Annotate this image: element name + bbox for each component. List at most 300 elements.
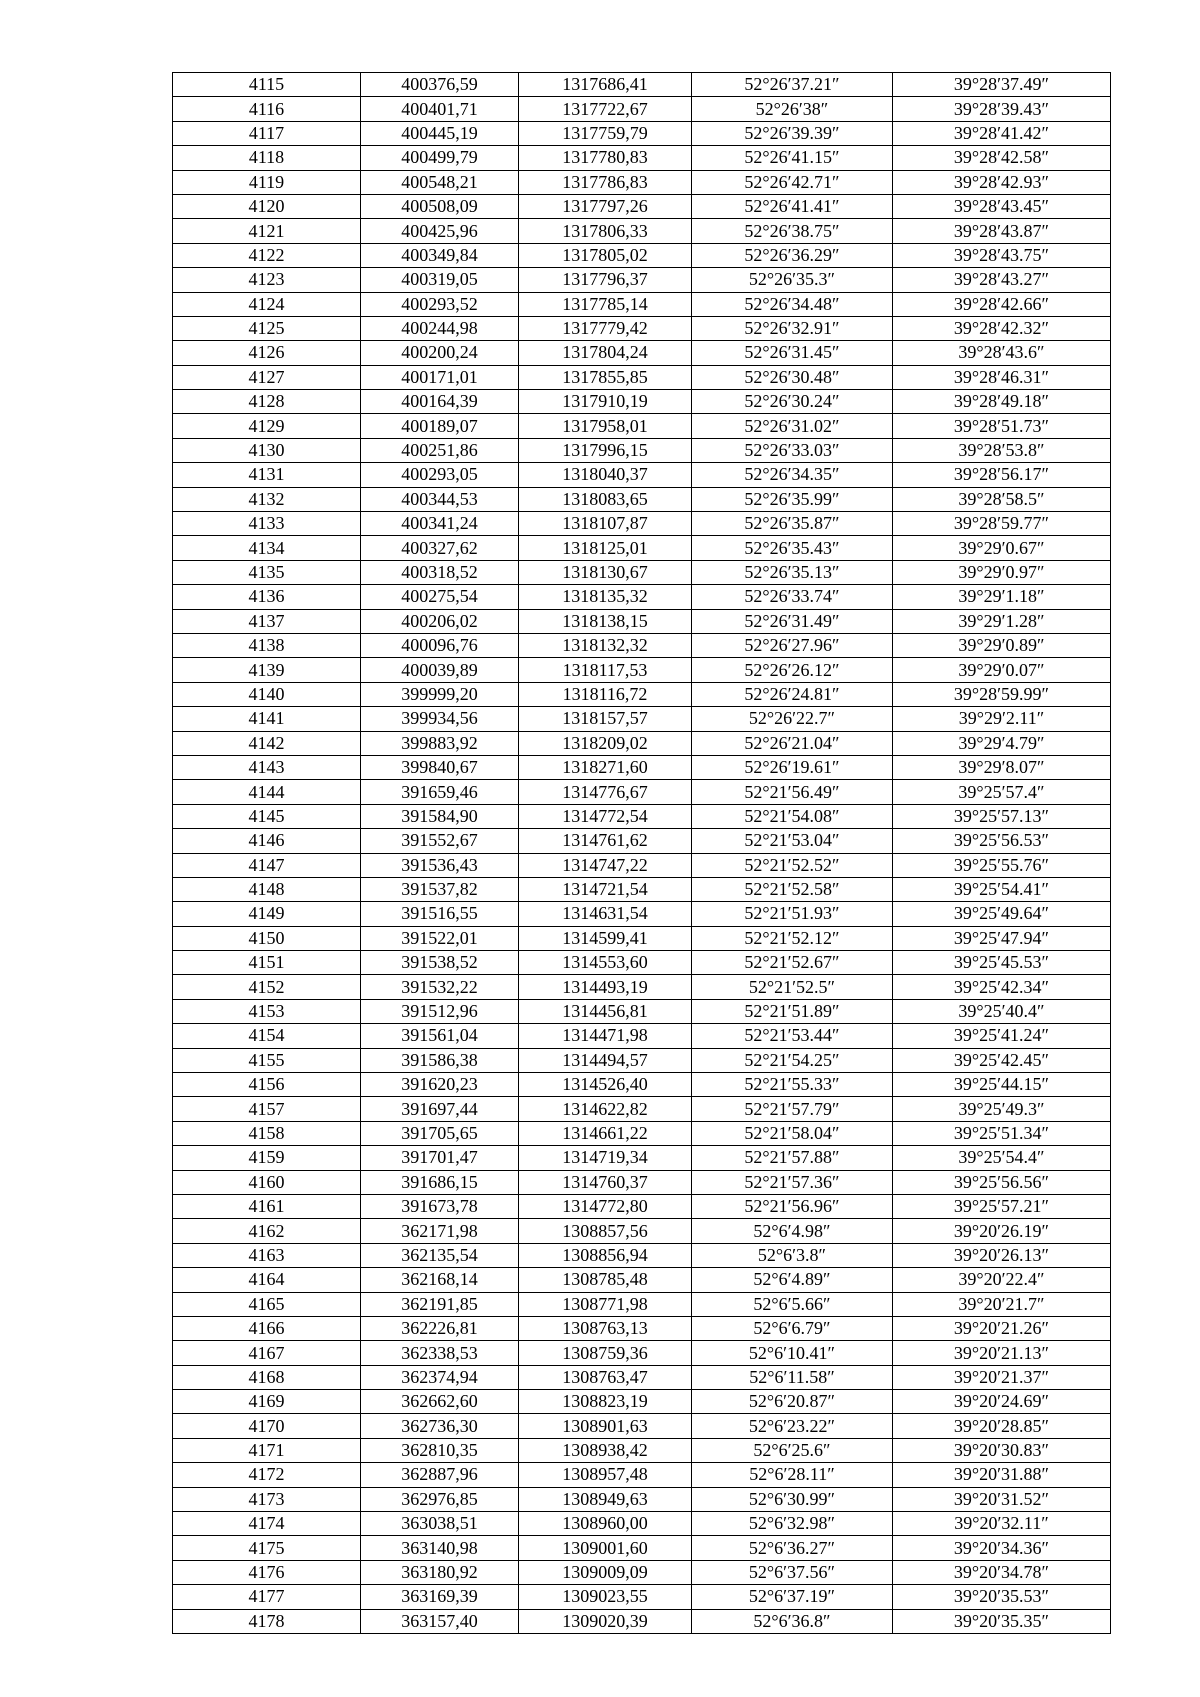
point-number-cell: 4139 [173,658,361,682]
table-row [173,560,1111,584]
y-coordinate-cell: 1317780,83 [519,146,692,170]
table-row [173,1292,1111,1316]
table-row [173,1048,1111,1072]
point-number-cell: 4122 [173,243,361,267]
point-number-cell: 4156 [173,1073,361,1097]
table-row [173,1414,1111,1438]
latitude-cell: 52°21′53.44″ [692,1024,893,1048]
latitude-cell: 52°6′32.98″ [692,1512,893,1536]
x-coordinate-cell: 400548,21 [361,170,519,194]
point-number-cell: 4161 [173,1194,361,1218]
point-number-cell: 4157 [173,1097,361,1121]
longitude-cell: 39°25′57.21″ [893,1194,1111,1218]
longitude-cell: 39°29′0.97″ [893,560,1111,584]
y-coordinate-cell: 1317797,26 [519,194,692,218]
longitude-cell: 39°29′2.11″ [893,707,1111,731]
x-coordinate-cell: 362191,85 [361,1292,519,1316]
point-number-cell: 4126 [173,341,361,365]
y-coordinate-cell: 1314776,67 [519,780,692,804]
table-row [173,658,1111,682]
y-coordinate-cell: 1318125,01 [519,536,692,560]
x-coordinate-cell: 400096,76 [361,633,519,657]
table-row [173,341,1111,365]
latitude-cell: 52°26′26.12″ [692,658,893,682]
x-coordinate-cell: 362887,96 [361,1463,519,1487]
table-row [173,438,1111,462]
point-number-cell: 4124 [173,292,361,316]
y-coordinate-cell: 1318107,87 [519,512,692,536]
point-number-cell: 4178 [173,1609,361,1633]
point-number-cell: 4125 [173,316,361,340]
y-coordinate-cell: 1314721,54 [519,877,692,901]
point-number-cell: 4172 [173,1463,361,1487]
x-coordinate-cell: 400189,07 [361,414,519,438]
longitude-cell: 39°20′31.52″ [893,1487,1111,1511]
longitude-cell: 39°28′49.18″ [893,390,1111,414]
table-row [173,243,1111,267]
x-coordinate-cell: 362976,85 [361,1487,519,1511]
longitude-cell: 39°28′42.32″ [893,316,1111,340]
point-number-cell: 4128 [173,390,361,414]
point-number-cell: 4154 [173,1024,361,1048]
table-row [173,1438,1111,1462]
longitude-cell: 39°28′59.99″ [893,682,1111,706]
table-row [173,682,1111,706]
x-coordinate-cell: 391586,38 [361,1048,519,1072]
point-number-cell: 4121 [173,219,361,243]
longitude-cell: 39°25′49.64″ [893,902,1111,926]
table-row [173,1243,1111,1267]
longitude-cell: 39°25′57.4″ [893,780,1111,804]
x-coordinate-cell: 362810,35 [361,1438,519,1462]
x-coordinate-cell: 400171,01 [361,365,519,389]
y-coordinate-cell: 1308949,63 [519,1487,692,1511]
latitude-cell: 52°21′52.12″ [692,926,893,950]
latitude-cell: 52°21′56.49″ [692,780,893,804]
point-number-cell: 4119 [173,170,361,194]
latitude-cell: 52°26′35.87″ [692,512,893,536]
table-row [173,487,1111,511]
longitude-cell: 39°20′21.13″ [893,1341,1111,1365]
longitude-cell: 39°28′59.77″ [893,512,1111,536]
latitude-cell: 52°26′42.71″ [692,170,893,194]
x-coordinate-cell: 400425,96 [361,219,519,243]
longitude-cell: 39°29′1.28″ [893,609,1111,633]
y-coordinate-cell: 1308857,56 [519,1219,692,1243]
y-coordinate-cell: 1308960,00 [519,1512,692,1536]
y-coordinate-cell: 1308901,63 [519,1414,692,1438]
x-coordinate-cell: 400508,09 [361,194,519,218]
x-coordinate-cell: 400318,52 [361,560,519,584]
latitude-cell: 52°21′52.58″ [692,877,893,901]
longitude-cell: 39°20′35.53″ [893,1585,1111,1609]
latitude-cell: 52°21′58.04″ [692,1121,893,1145]
latitude-cell: 52°26′38″ [692,97,893,121]
table-row [173,1609,1111,1633]
x-coordinate-cell: 391512,96 [361,999,519,1023]
table-row [173,1268,1111,1292]
longitude-cell: 39°25′47.94″ [893,926,1111,950]
y-coordinate-cell: 1314772,54 [519,804,692,828]
longitude-cell: 39°25′41.24″ [893,1024,1111,1048]
point-number-cell: 4138 [173,633,361,657]
table-row [173,780,1111,804]
point-number-cell: 4174 [173,1512,361,1536]
x-coordinate-cell: 400349,84 [361,243,519,267]
point-number-cell: 4170 [173,1414,361,1438]
y-coordinate-cell: 1308856,94 [519,1243,692,1267]
point-number-cell: 4118 [173,146,361,170]
latitude-cell: 52°26′37.21″ [692,73,893,97]
x-coordinate-cell: 362135,54 [361,1243,519,1267]
point-number-cell: 4165 [173,1292,361,1316]
latitude-cell: 52°26′31.02″ [692,414,893,438]
latitude-cell: 52°6′37.19″ [692,1585,893,1609]
table-row [173,73,1111,97]
longitude-cell: 39°20′21.26″ [893,1316,1111,1340]
longitude-cell: 39°28′41.42″ [893,121,1111,145]
point-number-cell: 4149 [173,902,361,926]
y-coordinate-cell: 1314526,40 [519,1073,692,1097]
table-row [173,390,1111,414]
x-coordinate-cell: 400251,86 [361,438,519,462]
table-row [173,292,1111,316]
longitude-cell: 39°25′49.3″ [893,1097,1111,1121]
y-coordinate-cell: 1317779,42 [519,316,692,340]
y-coordinate-cell: 1317785,14 [519,292,692,316]
longitude-cell: 39°20′30.83″ [893,1438,1111,1462]
y-coordinate-cell: 1308785,48 [519,1268,692,1292]
table-row [173,97,1111,121]
point-number-cell: 4131 [173,463,361,487]
x-coordinate-cell: 391561,04 [361,1024,519,1048]
latitude-cell: 52°26′35.43″ [692,536,893,560]
latitude-cell: 52°6′30.99″ [692,1487,893,1511]
x-coordinate-cell: 391584,90 [361,804,519,828]
y-coordinate-cell: 1317806,33 [519,219,692,243]
longitude-cell: 39°28′43.27″ [893,268,1111,292]
x-coordinate-cell: 391532,22 [361,975,519,999]
y-coordinate-cell: 1318083,65 [519,487,692,511]
longitude-cell: 39°28′43.6″ [893,341,1111,365]
point-number-cell: 4145 [173,804,361,828]
y-coordinate-cell: 1314622,82 [519,1097,692,1121]
x-coordinate-cell: 362168,14 [361,1268,519,1292]
latitude-cell: 52°26′39.39″ [692,121,893,145]
table-row [173,804,1111,828]
latitude-cell: 52°6′36.8″ [692,1609,893,1633]
longitude-cell: 39°20′26.13″ [893,1243,1111,1267]
latitude-cell: 52°26′30.48″ [692,365,893,389]
longitude-cell: 39°25′56.56″ [893,1170,1111,1194]
point-number-cell: 4163 [173,1243,361,1267]
point-number-cell: 4116 [173,97,361,121]
x-coordinate-cell: 399883,92 [361,731,519,755]
y-coordinate-cell: 1309023,55 [519,1585,692,1609]
longitude-cell: 39°28′53.8″ [893,438,1111,462]
point-number-cell: 4123 [173,268,361,292]
y-coordinate-cell: 1314772,80 [519,1194,692,1218]
x-coordinate-cell: 399840,67 [361,755,519,779]
latitude-cell: 52°21′52.5″ [692,975,893,999]
x-coordinate-cell: 363038,51 [361,1512,519,1536]
table-row [173,1512,1111,1536]
point-number-cell: 4159 [173,1146,361,1170]
longitude-cell: 39°28′42.93″ [893,170,1111,194]
longitude-cell: 39°28′43.87″ [893,219,1111,243]
y-coordinate-cell: 1317796,37 [519,268,692,292]
x-coordinate-cell: 400499,79 [361,146,519,170]
longitude-cell: 39°28′43.75″ [893,243,1111,267]
y-coordinate-cell: 1318138,15 [519,609,692,633]
y-coordinate-cell: 1318117,53 [519,658,692,682]
latitude-cell: 52°26′36.29″ [692,243,893,267]
y-coordinate-cell: 1314471,98 [519,1024,692,1048]
latitude-cell: 52°6′23.22″ [692,1414,893,1438]
x-coordinate-cell: 363180,92 [361,1560,519,1584]
point-number-cell: 4117 [173,121,361,145]
y-coordinate-cell: 1308759,36 [519,1341,692,1365]
table-row [173,463,1111,487]
x-coordinate-cell: 391538,52 [361,951,519,975]
point-number-cell: 4167 [173,1341,361,1365]
table-row [173,1146,1111,1170]
longitude-cell: 39°20′26.19″ [893,1219,1111,1243]
y-coordinate-cell: 1314553,60 [519,951,692,975]
latitude-cell: 52°6′25.6″ [692,1438,893,1462]
longitude-cell: 39°28′39.43″ [893,97,1111,121]
y-coordinate-cell: 1309001,60 [519,1536,692,1560]
longitude-cell: 39°25′51.34″ [893,1121,1111,1145]
latitude-cell: 52°6′10.41″ [692,1341,893,1365]
y-coordinate-cell: 1317759,79 [519,121,692,145]
latitude-cell: 52°26′35.3″ [692,268,893,292]
x-coordinate-cell: 400344,53 [361,487,519,511]
point-number-cell: 4160 [173,1170,361,1194]
x-coordinate-cell: 400445,19 [361,121,519,145]
point-number-cell: 4150 [173,926,361,950]
table-row [173,1341,1111,1365]
latitude-cell: 52°26′27.96″ [692,633,893,657]
point-number-cell: 4171 [173,1438,361,1462]
latitude-cell: 52°21′57.36″ [692,1170,893,1194]
x-coordinate-cell: 362171,98 [361,1219,519,1243]
table-row [173,926,1111,950]
y-coordinate-cell: 1308957,48 [519,1463,692,1487]
table-row [173,1316,1111,1340]
table-row [173,1365,1111,1389]
latitude-cell: 52°26′35.99″ [692,487,893,511]
point-number-cell: 4158 [173,1121,361,1145]
x-coordinate-cell: 400293,52 [361,292,519,316]
latitude-cell: 52°21′52.52″ [692,853,893,877]
point-number-cell: 4151 [173,951,361,975]
latitude-cell: 52°26′31.49″ [692,609,893,633]
longitude-cell: 39°25′42.45″ [893,1048,1111,1072]
x-coordinate-cell: 362736,30 [361,1414,519,1438]
table-row [173,585,1111,609]
longitude-cell: 39°28′42.58″ [893,146,1111,170]
longitude-cell: 39°29′0.67″ [893,536,1111,560]
longitude-cell: 39°29′4.79″ [893,731,1111,755]
latitude-cell: 52°26′35.13″ [692,560,893,584]
y-coordinate-cell: 1314494,57 [519,1048,692,1072]
x-coordinate-cell: 399999,20 [361,682,519,706]
y-coordinate-cell: 1308763,13 [519,1316,692,1340]
x-coordinate-cell: 391686,15 [361,1170,519,1194]
point-number-cell: 4143 [173,755,361,779]
x-coordinate-cell: 391620,23 [361,1073,519,1097]
y-coordinate-cell: 1314761,62 [519,829,692,853]
longitude-cell: 39°20′34.78″ [893,1560,1111,1584]
latitude-cell: 52°26′41.41″ [692,194,893,218]
point-number-cell: 4130 [173,438,361,462]
longitude-cell: 39°25′40.4″ [893,999,1111,1023]
table-row [173,512,1111,536]
table-row [173,975,1111,999]
point-number-cell: 4136 [173,585,361,609]
y-coordinate-cell: 1309020,39 [519,1609,692,1633]
latitude-cell: 52°21′55.33″ [692,1073,893,1097]
table-row [173,1194,1111,1218]
x-coordinate-cell: 400244,98 [361,316,519,340]
point-number-cell: 4115 [173,73,361,97]
point-number-cell: 4168 [173,1365,361,1389]
longitude-cell: 39°20′32.11″ [893,1512,1111,1536]
table-row [173,1024,1111,1048]
latitude-cell: 52°6′5.66″ [692,1292,893,1316]
y-coordinate-cell: 1308938,42 [519,1438,692,1462]
x-coordinate-cell: 391522,01 [361,926,519,950]
x-coordinate-cell: 400039,89 [361,658,519,682]
y-coordinate-cell: 1314631,54 [519,902,692,926]
y-coordinate-cell: 1318135,32 [519,585,692,609]
table-row [173,1463,1111,1487]
table-row [173,1097,1111,1121]
table-row [173,877,1111,901]
longitude-cell: 39°28′51.73″ [893,414,1111,438]
latitude-cell: 52°6′28.11″ [692,1463,893,1487]
point-number-cell: 4166 [173,1316,361,1340]
y-coordinate-cell: 1317996,15 [519,438,692,462]
table-row [173,999,1111,1023]
longitude-cell: 39°25′56.53″ [893,829,1111,853]
table-row [173,1170,1111,1194]
latitude-cell: 52°6′11.58″ [692,1365,893,1389]
point-number-cell: 4164 [173,1268,361,1292]
point-number-cell: 4169 [173,1390,361,1414]
y-coordinate-cell: 1314661,22 [519,1121,692,1145]
latitude-cell: 52°26′34.35″ [692,463,893,487]
coordinates-table [172,72,1111,1634]
table-row [173,902,1111,926]
table-row [173,1560,1111,1584]
y-coordinate-cell: 1317686,41 [519,73,692,97]
table-row [173,731,1111,755]
point-number-cell: 4147 [173,853,361,877]
table-row [173,316,1111,340]
point-number-cell: 4137 [173,609,361,633]
y-coordinate-cell: 1318130,67 [519,560,692,584]
point-number-cell: 4132 [173,487,361,511]
latitude-cell: 52°26′31.45″ [692,341,893,365]
table-row [173,609,1111,633]
table-row [173,707,1111,731]
point-number-cell: 4175 [173,1536,361,1560]
y-coordinate-cell: 1314719,34 [519,1146,692,1170]
point-number-cell: 4146 [173,829,361,853]
x-coordinate-cell: 363157,40 [361,1609,519,1633]
point-number-cell: 4148 [173,877,361,901]
point-number-cell: 4155 [173,1048,361,1072]
longitude-cell: 39°25′54.4″ [893,1146,1111,1170]
point-number-cell: 4142 [173,731,361,755]
y-coordinate-cell: 1314747,22 [519,853,692,877]
x-coordinate-cell: 391516,55 [361,902,519,926]
point-number-cell: 4127 [173,365,361,389]
y-coordinate-cell: 1314599,41 [519,926,692,950]
x-coordinate-cell: 400275,54 [361,585,519,609]
y-coordinate-cell: 1317722,67 [519,97,692,121]
coordinates-table-body [173,73,1111,1634]
latitude-cell: 52°6′20.87″ [692,1390,893,1414]
y-coordinate-cell: 1318116,72 [519,682,692,706]
longitude-cell: 39°20′21.7″ [893,1292,1111,1316]
table-row [173,365,1111,389]
x-coordinate-cell: 391697,44 [361,1097,519,1121]
y-coordinate-cell: 1317786,83 [519,170,692,194]
y-coordinate-cell: 1317855,85 [519,365,692,389]
x-coordinate-cell: 400293,05 [361,463,519,487]
point-number-cell: 4162 [173,1219,361,1243]
table-row [173,121,1111,145]
longitude-cell: 39°25′57.13″ [893,804,1111,828]
longitude-cell: 39°20′24.69″ [893,1390,1111,1414]
y-coordinate-cell: 1317910,19 [519,390,692,414]
longitude-cell: 39°25′55.76″ [893,853,1111,877]
y-coordinate-cell: 1318271,60 [519,755,692,779]
point-number-cell: 4133 [173,512,361,536]
longitude-cell: 39°29′0.07″ [893,658,1111,682]
table-row [173,755,1111,779]
x-coordinate-cell: 391659,46 [361,780,519,804]
longitude-cell: 39°20′28.85″ [893,1414,1111,1438]
x-coordinate-cell: 400376,59 [361,73,519,97]
latitude-cell: 52°26′41.15″ [692,146,893,170]
longitude-cell: 39°20′21.37″ [893,1365,1111,1389]
longitude-cell: 39°29′0.89″ [893,633,1111,657]
y-coordinate-cell: 1317804,24 [519,341,692,365]
y-coordinate-cell: 1318040,37 [519,463,692,487]
longitude-cell: 39°28′46.31″ [893,365,1111,389]
latitude-cell: 52°21′57.88″ [692,1146,893,1170]
table-row [173,536,1111,560]
table-row [173,414,1111,438]
x-coordinate-cell: 362662,60 [361,1390,519,1414]
table-row [173,829,1111,853]
table-row [173,853,1111,877]
latitude-cell: 52°6′6.79″ [692,1316,893,1340]
x-coordinate-cell: 400319,05 [361,268,519,292]
longitude-cell: 39°28′42.66″ [893,292,1111,316]
y-coordinate-cell: 1308763,47 [519,1365,692,1389]
longitude-cell: 39°20′35.35″ [893,1609,1111,1633]
point-number-cell: 4120 [173,194,361,218]
longitude-cell: 39°20′31.88″ [893,1463,1111,1487]
latitude-cell: 52°6′4.98″ [692,1219,893,1243]
point-number-cell: 4129 [173,414,361,438]
longitude-cell: 39°25′44.15″ [893,1073,1111,1097]
